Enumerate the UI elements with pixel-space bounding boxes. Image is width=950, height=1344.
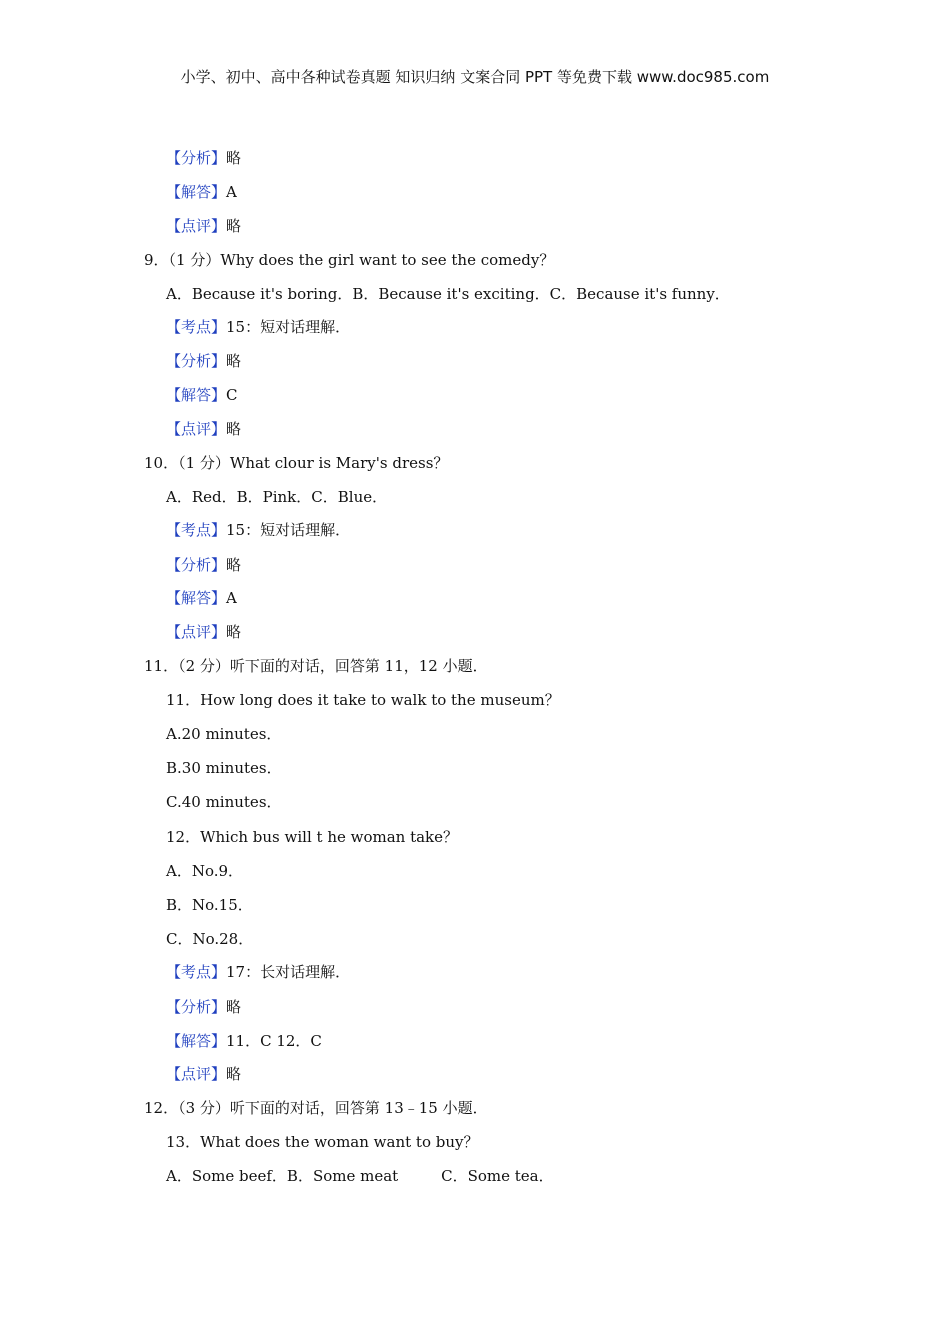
comment-tag: 【点评】 bbox=[166, 1065, 227, 1083]
answer-tag: 【解答】 bbox=[166, 386, 227, 404]
answer-line bbox=[166, 588, 237, 608]
answer-tag: 【解答】 bbox=[166, 589, 227, 607]
question-11: 11．（2 分）听下面的对话，回答第 11，12 小题． bbox=[144, 657, 488, 675]
analysis-text: 略 bbox=[226, 998, 242, 1016]
analysis-tag: 【分析】 bbox=[166, 556, 227, 574]
option-b: B.30 minutes． bbox=[166, 759, 282, 777]
answer-line bbox=[166, 1031, 322, 1051]
comment-tag: 【点评】 bbox=[166, 217, 227, 235]
comment-text: 略 bbox=[226, 1065, 242, 1083]
answer-text: C bbox=[226, 386, 238, 404]
answer-line bbox=[166, 182, 237, 202]
answer-tag: 【解答】 bbox=[166, 1032, 227, 1050]
question-9: 9．（1 分）Why does the girl want to see the comedy？ bbox=[144, 251, 555, 269]
analysis-line bbox=[166, 351, 241, 371]
comment-text: 略 bbox=[226, 623, 242, 641]
analysis-tag: 【分析】 bbox=[166, 149, 227, 167]
option-c: C.40 minutes． bbox=[166, 793, 282, 811]
comment-text: 略 bbox=[226, 420, 242, 438]
keypoint-line bbox=[166, 317, 350, 337]
analysis-line bbox=[166, 555, 241, 575]
keypoint-tag: 【考点】 bbox=[166, 318, 227, 336]
option-a: A.20 minutes． bbox=[166, 725, 282, 743]
question-10: 10．（1 分）What clour is Mary's dress？ bbox=[144, 454, 449, 472]
keypoint-line bbox=[166, 962, 350, 982]
option-c: C．No.28． bbox=[166, 930, 254, 948]
analysis-text: 略 bbox=[226, 556, 242, 574]
comment-text: 略 bbox=[226, 217, 242, 235]
keypoint-text: 17：长对话理解． bbox=[226, 963, 351, 981]
analysis-line bbox=[166, 997, 241, 1017]
question-13-options: A．Some beef．B．Some meat C．Some tea． bbox=[166, 1167, 554, 1185]
answer-text: A bbox=[226, 589, 237, 607]
keypoint-tag: 【考点】 bbox=[166, 521, 227, 539]
sub-question-11: 11．How long does it take to walk to the museum？ bbox=[166, 691, 560, 709]
comment-tag: 【点评】 bbox=[166, 623, 227, 641]
comment-line bbox=[166, 622, 241, 642]
analysis-tag: 【分析】 bbox=[166, 998, 227, 1016]
answer-text: A bbox=[226, 183, 237, 201]
comment-line bbox=[166, 419, 241, 439]
question-12: 12．（3 分）听下面的对话，回答第 13﹣15 小题． bbox=[144, 1099, 488, 1117]
comment-line bbox=[166, 216, 241, 236]
sub-question-13: 13．What does the woman want to buy？ bbox=[166, 1133, 479, 1151]
page-header: 小学、初中、高中各种试卷真题 知识归纳 文案合同 PPT 等免费下载 www.doc985.com bbox=[180, 68, 770, 86]
option-a: A．No.9． bbox=[166, 862, 244, 880]
comment-tag: 【点评】 bbox=[166, 420, 227, 438]
keypoint-line bbox=[166, 520, 350, 540]
comment-line bbox=[166, 1064, 241, 1084]
answer-tag: 【解答】 bbox=[166, 183, 227, 201]
keypoint-text: 15：短对话理解． bbox=[226, 521, 351, 539]
analysis-text: 略 bbox=[226, 352, 242, 370]
analysis-text: 略 bbox=[226, 149, 242, 167]
keypoint-tag: 【考点】 bbox=[166, 963, 227, 981]
analysis-tag: 【分析】 bbox=[166, 352, 227, 370]
option-b: B．No.15． bbox=[166, 896, 253, 914]
analysis-line bbox=[166, 148, 241, 168]
question-9-options: A．Because it's boring．B．Because it's exciting．C．Because it's funny． bbox=[166, 285, 730, 303]
keypoint-text: 15：短对话理解． bbox=[226, 318, 351, 336]
sub-question-12: 12．Which bus will t he woman take？ bbox=[166, 828, 459, 846]
answer-line bbox=[166, 385, 238, 405]
answer-text: 11．C 12．C bbox=[226, 1032, 322, 1050]
question-10-options: A．Red．B．Pink．C．Blue． bbox=[166, 488, 388, 506]
